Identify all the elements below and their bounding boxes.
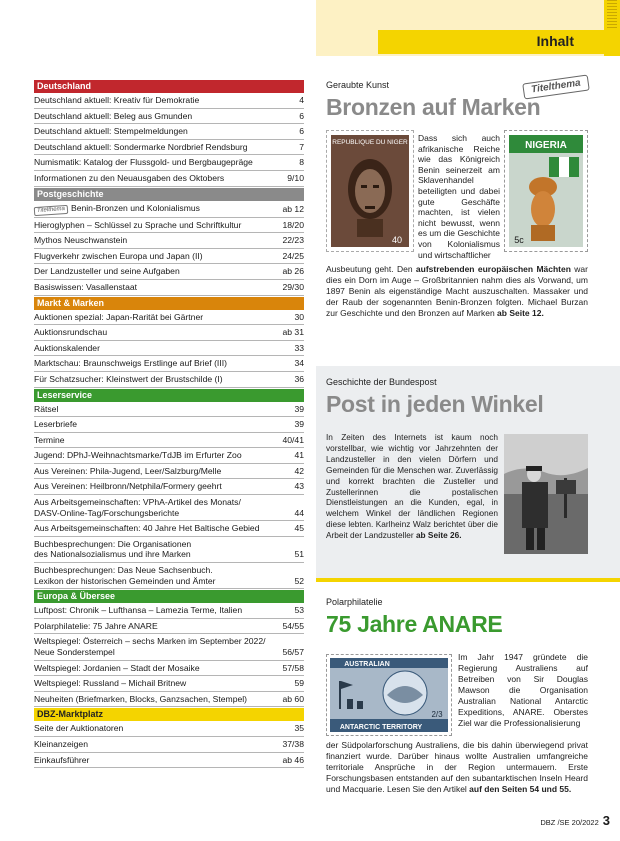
toc-entry-page: 35 bbox=[294, 723, 304, 734]
bronzen-body bbox=[326, 264, 588, 319]
toc-entry[interactable] bbox=[34, 264, 304, 280]
toc-entry[interactable] bbox=[34, 537, 304, 563]
toc-entry[interactable] bbox=[34, 325, 304, 341]
titelthema-badge: Titelthema bbox=[522, 74, 590, 99]
corner-stripe bbox=[604, 0, 620, 56]
toc-section-header: Leserservice bbox=[34, 389, 304, 402]
niger-stamp bbox=[326, 130, 414, 252]
nigeria-stamp-title: NIGERIA bbox=[525, 140, 567, 151]
toc-entry-page: 54/55 bbox=[282, 620, 304, 631]
toc-entry[interactable] bbox=[34, 93, 304, 109]
toc-entry[interactable] bbox=[34, 218, 304, 234]
table-of-contents bbox=[34, 79, 304, 768]
toc-entry-page: 51 bbox=[294, 549, 304, 560]
anare-stamp-top: AUSTRALIAN bbox=[344, 661, 390, 668]
toc-entry[interactable] bbox=[34, 676, 304, 692]
toc-entry[interactable] bbox=[34, 280, 304, 296]
toc-entry-label: Der Landzusteller und seine Aufgaben bbox=[34, 266, 180, 277]
toc-entry-label: Marktschau: Braunschweigs Erstlinge auf Brief (III) bbox=[34, 358, 227, 369]
toc-entry-label: Deutschland aktuell: Sondermarke Nordbrief Rendsburg bbox=[34, 141, 248, 152]
toc-entry-label: Informationen zu den Neuausgaben des Oktobers bbox=[34, 172, 225, 183]
bronzen-body-bold-1: aufstrebenden europäischen Mächten bbox=[415, 264, 571, 274]
article-kicker: Polarphilatelie bbox=[326, 597, 383, 607]
toc-entry-page: 33 bbox=[294, 342, 304, 353]
toc-entry-page: 59 bbox=[294, 678, 304, 689]
toc-entry-label: Aus Vereinen: Heilbronn/Netphila/Formery geehrt bbox=[34, 481, 222, 492]
anare-stamp-bottom: ANTARCTIC TERRITORY bbox=[339, 724, 423, 731]
niger-stamp-value: 40 bbox=[391, 235, 403, 245]
toc-entry-page: 52 bbox=[294, 575, 304, 586]
toc-entry-label: Polarphilatelie: 75 Jahre ANARE bbox=[34, 620, 158, 631]
toc-entry-label: Basiswissen: Vasallenstaat bbox=[34, 281, 138, 292]
toc-entry[interactable] bbox=[34, 171, 304, 187]
toc-entry[interactable] bbox=[34, 341, 304, 357]
toc-entry-label: Deutschland aktuell: Kreativ für Demokratie bbox=[34, 95, 200, 105]
toc-entry-page: 6 bbox=[299, 110, 304, 121]
article-headline[interactable]: 75 Jahre ANARE bbox=[326, 611, 503, 637]
niger-stamp-title: REPUBLIQUE DU NIGER bbox=[332, 139, 408, 146]
toc-entry[interactable] bbox=[34, 692, 304, 708]
toc-entry[interactable] bbox=[34, 372, 304, 388]
toc-entry[interactable] bbox=[34, 356, 304, 372]
anare-body: der Südpolarforschung Australiens, die bis dahin überwiegend privat finanziert wurde. Darüber hinaus wollte Australien umfangreiche territoriale Ansprüche in der Region untermauern. Erste Forschungsbasen entstanden auf den subantarktischen Inseln Heard und Macquarie. Lesen Sie den Artikel auf den Seiten 54 und 55. bbox=[326, 740, 588, 794]
toc-entry-page: 34 bbox=[294, 358, 304, 369]
toc-entry[interactable] bbox=[34, 201, 304, 218]
titelthema-badge: Titelthema bbox=[34, 204, 69, 215]
article-kicker: Geraubte Kunst bbox=[326, 80, 390, 90]
toc-entry-label: Mythos Neuschwanstein bbox=[34, 235, 128, 246]
toc-entry[interactable] bbox=[34, 124, 304, 140]
toc-entry-page: 40/41 bbox=[282, 434, 304, 445]
toc-entry-label: Aus Vereinen: Phila-Jugend, Leer/Salzburg/Melle bbox=[34, 465, 222, 476]
nigeria-stamp-value: 5c bbox=[514, 235, 524, 245]
toc-entry-label: Numismatik: Katalog der Flussgold- und Bergbaugepräge bbox=[34, 157, 253, 168]
bronzen-text-column bbox=[418, 133, 500, 260]
toc-entry-label: Flugverkehr zwischen Europa und Japan (II) bbox=[34, 250, 203, 261]
toc-entry[interactable] bbox=[34, 634, 304, 660]
toc-entry[interactable] bbox=[34, 140, 304, 156]
toc-entry[interactable] bbox=[34, 479, 304, 495]
toc-entry-page: 8 bbox=[299, 157, 304, 168]
toc-entry[interactable] bbox=[34, 433, 304, 449]
toc-entry-label: Auktionsrundschau bbox=[34, 327, 108, 338]
toc-entry[interactable] bbox=[34, 495, 304, 521]
nigeria-stamp bbox=[504, 130, 588, 252]
toc-entry-label: Kleinanzeigen bbox=[34, 738, 88, 749]
toc-entry-page: 45 bbox=[294, 523, 304, 534]
toc-entry[interactable] bbox=[34, 753, 304, 769]
toc-entry-label: Benin-Bronzen und Kolonialismus bbox=[70, 202, 200, 213]
toc-entry-label-line2: DASV-Online-Tag/Forschungsberichte bbox=[34, 507, 180, 518]
toc-entry-page: 57/58 bbox=[282, 662, 304, 673]
toc-entry-page: ab 12 bbox=[282, 203, 304, 214]
postman-photo bbox=[504, 434, 588, 554]
article-post bbox=[326, 377, 588, 418]
toc-entry-page: 29/30 bbox=[282, 281, 304, 292]
toc-entry-label: Luftpost: Chronik – Lufthansa – Lamezia Terme, Italien bbox=[34, 605, 243, 616]
anare-body-bold: auf den Seiten 54 und 55. bbox=[469, 784, 572, 794]
toc-entry-label: Deutschland aktuell: Stempelmeldungen bbox=[34, 126, 188, 137]
toc-entry-page: 30 bbox=[294, 311, 304, 322]
toc-entry[interactable] bbox=[34, 402, 304, 418]
anare-stamp bbox=[326, 654, 452, 736]
bronzen-body-mid: war dies ein Dorn im Auge – Großbritannien nahm dies als Vorwand, um 1897 Benin als eigenständige Macht auszuschalten. Massaker und der Raub der sogenannten Benin-Bronzen folgten. Michael Burzan zur Geschichte und den Bronzen auf Marken bbox=[326, 264, 588, 318]
toc-entry[interactable] bbox=[34, 310, 304, 326]
toc-entry[interactable] bbox=[34, 563, 304, 589]
toc-entry-label: Deutschland aktuell: Beleg aus Gmunden bbox=[34, 110, 193, 121]
toc-entry-page: 6 bbox=[299, 126, 304, 137]
toc-entry[interactable] bbox=[34, 521, 304, 537]
bronzen-body-part-1: Dass sich auch afrikanische Reiche wie das Königreich Benin seinerzeit am Sklavenhandel beteiligten und dabei gute Geschäfte machten, ist vielen nicht bewusst, wenn es um die Geschichte von Kolonialismus und wirtschaftlicher bbox=[418, 133, 500, 260]
anare-stamp-value: 2/3 bbox=[431, 710, 443, 719]
article-headline[interactable]: Post in jeden Winkel bbox=[326, 391, 544, 417]
toc-entry-page: 56/57 bbox=[282, 647, 304, 657]
toc-entry-label: Hieroglyphen – Schlüssel zu Sprache und Schriftkultur bbox=[34, 219, 242, 230]
post-body-bold: ab Seite 26. bbox=[415, 530, 462, 541]
toc-section-header: DBZ-Marktplatz bbox=[34, 708, 304, 721]
toc-entry-page: 37/38 bbox=[282, 738, 304, 749]
toc-entry-label: Buchbesprechungen: Die Organisationen bbox=[34, 538, 192, 549]
toc-entry-label: Weltspiegel: Russland – Michail Britnew bbox=[34, 678, 187, 689]
toc-entry-label: Termine bbox=[34, 434, 65, 445]
toc-entry-page: 9/10 bbox=[287, 172, 304, 183]
toc-entry-page: ab 60 bbox=[282, 693, 304, 704]
toc-entry-page: 24/25 bbox=[282, 250, 304, 261]
toc-entry[interactable] bbox=[34, 737, 304, 753]
toc-entry[interactable] bbox=[34, 249, 304, 265]
article-anare bbox=[326, 597, 588, 638]
toc-entry-label: Leserbriefe bbox=[34, 419, 77, 430]
toc-entry-page: ab 31 bbox=[282, 327, 304, 338]
post-article-divider bbox=[316, 578, 620, 582]
toc-entry[interactable] bbox=[34, 661, 304, 677]
toc-entry-label: Neuheiten (Briefmarken, Blocks, Ganzsachen, Stempel) bbox=[34, 693, 248, 704]
toc-entry-label: Buchbesprechungen: Das Neue Sachsenbuch. bbox=[34, 565, 213, 576]
toc-entry-label: Aus Arbeitsgemeinschaften: 40 Jahre Het Baltische Gebied bbox=[34, 523, 260, 534]
toc-entry[interactable] bbox=[34, 619, 304, 635]
page-footer bbox=[540, 813, 610, 828]
toc-entry-page: 39 bbox=[294, 419, 304, 430]
toc-entry-label: Rätsel bbox=[34, 403, 59, 414]
inhalt-bar bbox=[378, 30, 620, 54]
toc-entry-page: 41 bbox=[294, 450, 304, 461]
post-body-text: In Zeiten des Internets ist kaum noch vorstellbar, wie wichtig vor Jahrzehnten der Landzusteller in den vielen Dörfern und Gemeinden für die Menschen war. Zuverlässig und korrekt brachten die Zusteller und Zustellerinnen die postalischen Dienstleistungen an die Kunden, egal, in welchem Winkel der ländlichen Regionen diese lebten. Karlheinz Walz berichtet über die Arbeit der Landzusteller bbox=[326, 432, 498, 541]
toc-entry[interactable] bbox=[34, 721, 304, 737]
toc-entry-page: 4 bbox=[299, 95, 304, 105]
toc-section-header: Postgeschichte bbox=[34, 188, 304, 201]
toc-entry-label: Aus Arbeitsgemeinschaften: VPhA-Artikel des Monats/ bbox=[34, 497, 241, 508]
article-headline[interactable]: Bronzen auf Marken bbox=[326, 94, 541, 120]
toc-entry-label: Seite der Auktionatoren bbox=[34, 723, 124, 734]
toc-entry[interactable] bbox=[34, 448, 304, 464]
issue-label: DBZ /SE 20/2022 bbox=[540, 818, 599, 827]
toc-entry-page: 22/23 bbox=[282, 235, 304, 246]
toc-entry[interactable] bbox=[34, 603, 304, 619]
toc-entry-label-line2: Lexikon der historischen Gemeinden und Ämter bbox=[34, 575, 216, 586]
toc-section-header: Markt & Marken bbox=[34, 297, 304, 310]
toc-entry-label: Auktionen spezial: Japan-Rarität bei Gärtner bbox=[34, 311, 204, 322]
toc-entry-page: 36 bbox=[294, 373, 304, 384]
post-body bbox=[326, 432, 498, 541]
toc-entry-page: 18/20 bbox=[282, 219, 304, 230]
toc-entry-label-line2: des Nationalsozialismus und ihre Marken bbox=[34, 549, 191, 560]
toc-section-header: Europa & Übersee bbox=[34, 590, 304, 603]
bronzen-body-bold-2: ab Seite 12. bbox=[497, 308, 544, 318]
section-label: Inhalt bbox=[536, 33, 574, 49]
bronzen-body-part-2: Ausbeutung geht. Den bbox=[326, 264, 416, 274]
toc-entry[interactable] bbox=[34, 233, 304, 249]
toc-entry-page: 7 bbox=[299, 141, 304, 152]
toc-entry-label: Weltspiegel: Jordanien – Stadt der Mosaike bbox=[34, 662, 200, 673]
toc-entry-label: Einkaufsführer bbox=[34, 754, 90, 765]
toc-entry[interactable] bbox=[34, 417, 304, 433]
toc-entry-page: 39 bbox=[294, 403, 304, 414]
toc-entry-label: Auktionskalender bbox=[34, 342, 100, 353]
toc-section-header: Deutschland bbox=[34, 80, 304, 93]
toc-entry-label: Für Schatzsucher: Kleinstwert der Brustschilde (I) bbox=[34, 373, 223, 384]
toc-entry-label-line2: Neue Sonderstempel bbox=[34, 647, 115, 657]
toc-entry-page: 43 bbox=[294, 481, 304, 492]
toc-entry-label: Jugend: DPhJ-Weihnachtsmarke/TdJB im Erfurter Zoo bbox=[34, 450, 242, 461]
toc-entry[interactable] bbox=[34, 109, 304, 125]
toc-entry-page: 53 bbox=[294, 605, 304, 616]
toc-entry[interactable] bbox=[34, 155, 304, 171]
toc-entry[interactable] bbox=[34, 464, 304, 480]
anare-text-column: Im Jahr 1947 gründete die Regierung Australiens auf Betreiben von Sir Douglas Mawson die Organisation Australian National Antarctic Expeditions, ANARE. Oberstes Ziel war die Professionalisierung bbox=[458, 652, 588, 728]
page-number: 3 bbox=[602, 813, 610, 828]
toc-entry-page: 44 bbox=[294, 507, 304, 518]
article-kicker: Geschichte der Bundespost bbox=[326, 377, 437, 387]
toc-entry-label: Weltspiegel: Österreich – sechs Marken im September 2022/ bbox=[34, 636, 266, 647]
toc-entry-page: ab 46 bbox=[282, 754, 304, 765]
toc-entry-page: ab 26 bbox=[282, 266, 304, 277]
toc-entry-page: 42 bbox=[294, 465, 304, 476]
